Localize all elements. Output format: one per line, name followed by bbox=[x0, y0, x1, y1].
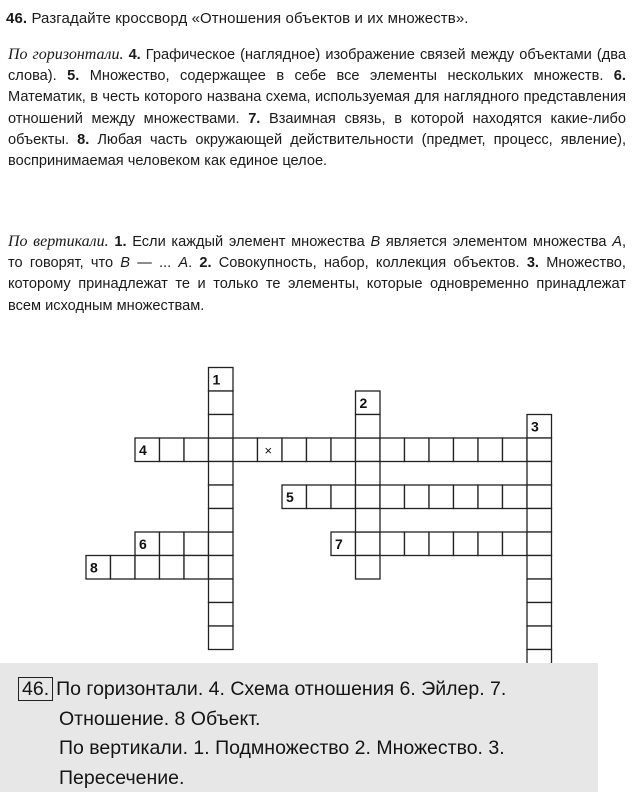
crossword-word-separator: × bbox=[265, 443, 273, 458]
crossword-cell bbox=[282, 438, 307, 462]
crossword-cell bbox=[478, 438, 503, 462]
crossword-cell bbox=[527, 509, 552, 533]
crossword-cell bbox=[135, 556, 160, 580]
crossword-label-3: 3 bbox=[531, 419, 539, 435]
crossword-cell bbox=[209, 532, 234, 556]
vertical-heading: По вертикали. bbox=[8, 233, 109, 250]
crossword-cell bbox=[111, 556, 136, 580]
crossword-cell bbox=[527, 532, 552, 556]
clue-h5-number: 5. bbox=[67, 68, 79, 84]
clue-h4-number: 4. bbox=[129, 47, 141, 63]
crossword-label-5: 5 bbox=[286, 489, 294, 505]
clue-h8-text: Любая часть окружающей действительности (предмет, процесс, явление), воспринимаемая человеком как единое целое. bbox=[8, 132, 626, 169]
clue-h6-text: Математик, в честь которого названа схема, используемая для наглядного представления отношений между множествами. bbox=[8, 89, 626, 126]
clue-v1-dash: — ... bbox=[130, 255, 178, 271]
crossword-cell bbox=[160, 556, 185, 580]
crossword-cell bbox=[454, 485, 479, 509]
clue-v3-text: Множество, которому принадлежат те и только те элементы, которые одновременно принадлежат всем исходным множествам. bbox=[8, 255, 626, 313]
crossword-cell bbox=[331, 485, 356, 509]
clue-v1-set-b: В bbox=[370, 234, 380, 250]
clue-v1-set-a2: А bbox=[178, 255, 188, 271]
clue-v1-part1: Если каждый элемент множества bbox=[132, 234, 370, 250]
crossword-cell bbox=[160, 532, 185, 556]
crossword-grid bbox=[0, 360, 633, 665]
crossword-cell bbox=[307, 438, 332, 462]
crossword-cell bbox=[331, 438, 356, 462]
crossword-cell bbox=[478, 485, 503, 509]
clue-v1-end: . bbox=[188, 255, 192, 271]
crossword-label-7: 7 bbox=[335, 536, 343, 552]
crossword-cell bbox=[503, 438, 528, 462]
crossword-cell bbox=[184, 532, 209, 556]
crossword-cell bbox=[209, 391, 234, 415]
answer-line-1: По горизонтали. 4. Схема отношения 6. Эйлер. 7. bbox=[56, 678, 506, 700]
crossword-cell bbox=[527, 462, 552, 486]
task-number: 46. bbox=[6, 10, 27, 27]
clue-h5-text: Множество, содержащее в себе все элементы нескольких множеств. bbox=[90, 68, 604, 84]
crossword-cell bbox=[527, 603, 552, 627]
clue-v1-number: 1. bbox=[114, 234, 126, 250]
crossword-cell bbox=[209, 462, 234, 486]
crossword-cell bbox=[209, 415, 234, 439]
crossword-cell bbox=[307, 485, 332, 509]
crossword-cell bbox=[405, 438, 430, 462]
task-title-text: Разгадайте кроссворд «Отношения объектов и их множеств». bbox=[31, 10, 468, 27]
clue-v2-text: Совокупность, набор, коллекция объектов. bbox=[219, 255, 520, 271]
answer-line-2: Отношение. 8 Объект. bbox=[18, 705, 593, 735]
clue-v3-number: 3. bbox=[527, 255, 539, 271]
clue-h7-text: Взаимная связь, в которой находятся какие-либо объекты. bbox=[8, 111, 626, 148]
crossword-cell bbox=[209, 603, 234, 627]
crossword-cell bbox=[356, 532, 381, 556]
crossword-cell bbox=[209, 438, 234, 462]
crossword-cell bbox=[209, 626, 234, 650]
crossword-cell bbox=[356, 438, 381, 462]
crossword-cell bbox=[478, 532, 503, 556]
crossword-label-1: 1 bbox=[213, 372, 221, 388]
crossword-cell bbox=[454, 532, 479, 556]
clue-h4-text: Графическое (наглядное) изображение связей между объектами (два слова). bbox=[8, 47, 626, 84]
answer-text bbox=[18, 675, 593, 793]
crossword-cell bbox=[405, 532, 430, 556]
crossword-cell bbox=[429, 485, 454, 509]
crossword-cell bbox=[380, 438, 405, 462]
crossword-cell bbox=[380, 532, 405, 556]
crossword-cell bbox=[503, 485, 528, 509]
crossword-cell bbox=[527, 556, 552, 580]
crossword-cell bbox=[233, 438, 258, 462]
clue-v1-part2: является элементом множества bbox=[380, 234, 612, 250]
clue-h7-number: 7. bbox=[248, 111, 260, 127]
crossword-cell bbox=[503, 532, 528, 556]
crossword-cell bbox=[356, 415, 381, 439]
clue-v1-set-b2: В bbox=[120, 255, 130, 271]
crossword-cell bbox=[429, 532, 454, 556]
task-title bbox=[6, 10, 628, 27]
crossword-label-6: 6 bbox=[139, 536, 147, 552]
crossword-cell bbox=[405, 485, 430, 509]
crossword-label-8: 8 bbox=[90, 560, 98, 576]
crossword-cell bbox=[356, 509, 381, 533]
clue-h6-number: 6. bbox=[614, 68, 626, 84]
crossword-cell bbox=[209, 556, 234, 580]
answer-line-4: Пересечение. bbox=[18, 764, 593, 793]
vertical-clues bbox=[8, 231, 626, 317]
crossword-cell bbox=[160, 438, 185, 462]
horizontal-heading: По горизонтали. bbox=[8, 46, 124, 63]
clue-v1-part3: , то говорят, что bbox=[8, 234, 626, 271]
crossword-cell bbox=[184, 556, 209, 580]
horizontal-clues bbox=[8, 44, 626, 172]
crossword-cell bbox=[356, 485, 381, 509]
crossword-cell bbox=[356, 462, 381, 486]
crossword-cell bbox=[380, 485, 405, 509]
crossword-cell bbox=[527, 626, 552, 650]
answer-box bbox=[0, 663, 598, 792]
crossword-cell bbox=[209, 509, 234, 533]
clue-v1-set-a: А bbox=[612, 234, 622, 250]
answer-number: 46. bbox=[18, 677, 53, 701]
crossword-cell bbox=[527, 438, 552, 462]
crossword-label-2: 2 bbox=[360, 395, 368, 411]
crossword-label-4: 4 bbox=[139, 442, 147, 458]
clue-h8-number: 8. bbox=[77, 132, 89, 148]
crossword-cell bbox=[527, 579, 552, 603]
crossword-cell bbox=[527, 485, 552, 509]
crossword-cell bbox=[356, 556, 381, 580]
crossword-cell bbox=[209, 485, 234, 509]
crossword-cell bbox=[454, 438, 479, 462]
clue-v2-number: 2. bbox=[199, 255, 211, 271]
answer-line-3: По вертикали. 1. Подмножество 2. Множество. 3. bbox=[18, 734, 593, 764]
crossword-cell bbox=[209, 579, 234, 603]
crossword-cell bbox=[429, 438, 454, 462]
crossword-cell bbox=[184, 438, 209, 462]
